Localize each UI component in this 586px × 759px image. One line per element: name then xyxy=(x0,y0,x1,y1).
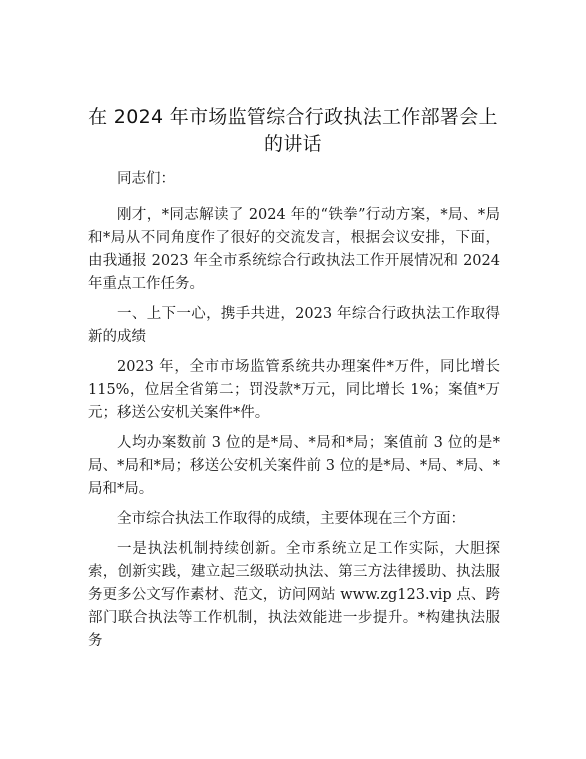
title-line-1: 在 2024 年市场监管综合行政执法工作部署会上 xyxy=(88,106,498,128)
body-paragraph: 人均办案数前 3 位的是*局、*局和*局；案值前 3 位的是*局、*局和*局；移送公安机关案件前 3 位的是*局、*局、*局、*局和*局。 xyxy=(88,435,500,497)
greeting-paragraph: 同志们： xyxy=(117,171,175,187)
section-heading-1: 一、上下一心，携手共进，2023 年综合行政执法工作取得新的成绩 xyxy=(88,306,500,345)
body-paragraph: 全市综合执法工作取得的成绩，主要体现在三个方面： xyxy=(117,511,465,527)
document-title xyxy=(70,104,516,158)
body-paragraph: 2023 年，全市市场监管系统共办理案件*万件，同比增长 115%，位居全省第二；罚没款*万元，同比增长 1%；案值*万元；移送公安机关案件*件。 xyxy=(88,359,500,421)
title-line-2: 的讲话 xyxy=(264,133,322,155)
body-paragraph: 刚才，*同志解读了 2024 年的“铁拳”行动方案，*局、*局和*局从不同角度作了很好的交流发言，根据会议安排，下面，由我通报 2023 年全市系统综合行政执法工作开展情况和 2024 年重点工作任务。 xyxy=(88,207,500,292)
document-body xyxy=(88,168,500,660)
body-paragraph: 一是执法机制持续创新。全市系统立足工作实际，大胆探索，创新实践，建立起三级联动执法、第三方法律援助、执法服务更多公文写作素材、范文，访问网站 www.zg123.vip 点、跨部门联合执法等工作机制，执法效能进一步提升。*构建执法服务 xyxy=(88,541,500,649)
